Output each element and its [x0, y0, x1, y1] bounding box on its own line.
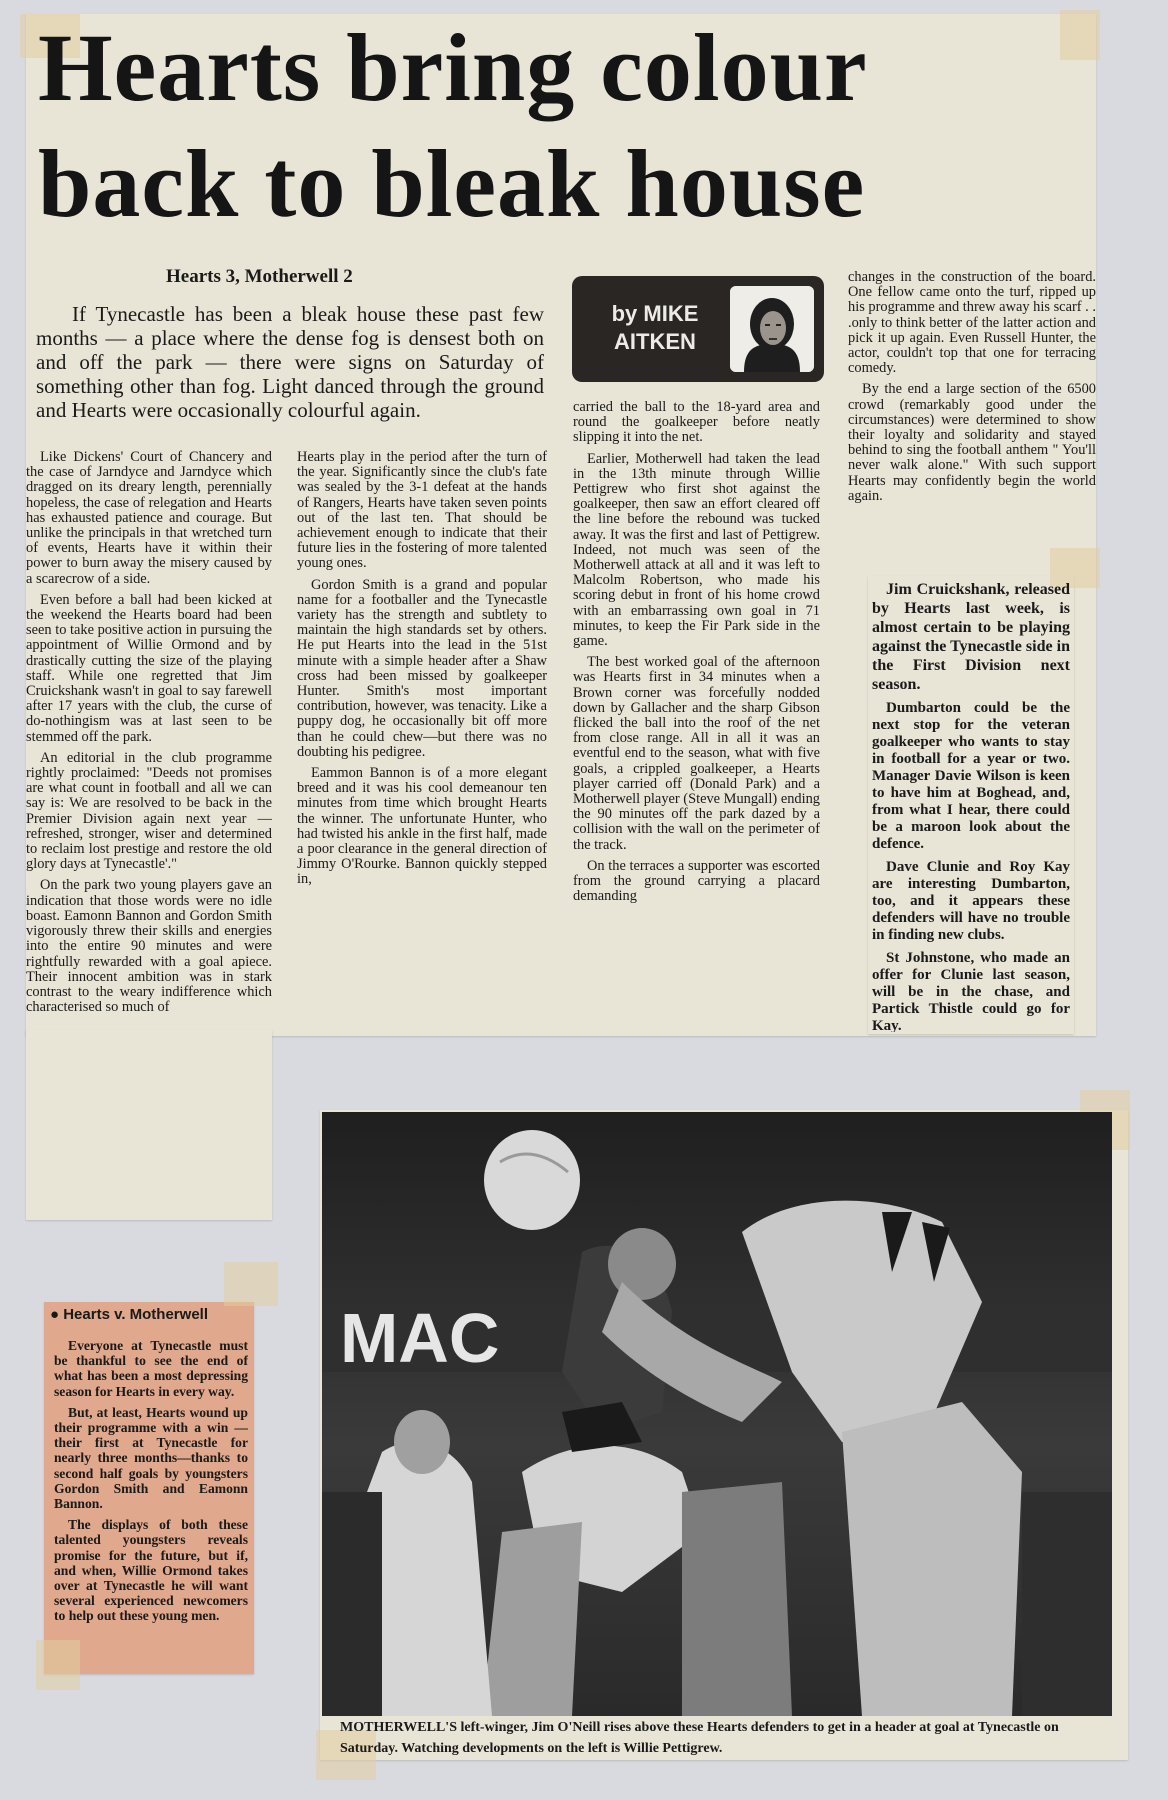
photo-caption: [340, 1717, 1120, 1759]
pink-paragraph: The displays of both these talented youngsters reveals promise for the future, but if, and when, Willie Ormond takes over at Tynecastle he will want several experienced newcomers to help out these young men.: [54, 1517, 248, 1624]
author-portrait-icon: [730, 286, 814, 372]
byline-text: by MIKE AITKEN: [611, 301, 699, 354]
match-photo: [322, 1112, 1112, 1716]
column-paragraph: The best worked goal of the afternoon was Hearts first in 34 minutes when a Brown corner was forcefully nodded down by Gallacher and the sharp Gibson flicked the ball into the roof of the net from close range. All in all it was an eventful end to the season, what with five goals, a crippled goalkeeper, a Hearts player carried off (Donald Park) and a Motherwell player (Steve Mungall) ending the 90 minutes off the park dazed by a collision with the wall on the perimeter of the track.: [573, 654, 820, 853]
sidebar-text: [872, 580, 1070, 1032]
article-column-2: [297, 450, 547, 1036]
column-paragraph: By the end a large section of the 6500 crowd (remarkably good under the circumstances) were determined to show their loyalty and solidarity and stayed behind to sing the football anthem " You'll never walk alone." With such support Hearts may confidently begin the world again.: [848, 381, 1096, 504]
pink-clipping-text: [54, 1338, 248, 1670]
column-paragraph: changes in the construction of the board. One fellow came onto the turf, ripped up his programme and threw away his scarf . . .only to think better of the latter action and pick it up again. Even Russell Hunter, the actor, couldn't top that one for terracing comedy.: [848, 270, 1096, 377]
column-paragraph: Even before a ball had been kicked at the weekend the Hearts board had been seen to take positive action in pursuing the appointment of Willie Ormond and by drastically cutting the size of the playing staff. While one regretted that Jim Cruickshank wasn't in goal to say farewell after 17 years with the club, the curse of do-nothingism was at last seen to be stemmed off the park.: [26, 591, 272, 745]
pink-clipping-title: ● Hearts v. Motherwell: [50, 1306, 208, 1323]
column-paragraph: On the park two young players gave an indication that those words were no idle boast. Eamonn Bannon and Gordon Smith vigorously threw their skills and energies into the entire 90 minutes and were rightfully rewarded with a goal apiece. Their innocent ambition was in stark contrast to the weary indifference which characterised so much of: [26, 877, 272, 1016]
sidebar-paragraph: Jim Cruickshank, released by Hearts last week, is almost certain to be playing against the Tynecastle side in the First Division next season.: [872, 581, 1070, 693]
pink-paragraph: Everyone at Tynecastle must be thankful to see the end of what has been a most depressing season for Hearts in every way.: [54, 1338, 248, 1399]
article-column-3: [573, 400, 820, 1036]
column-paragraph: carried the ball to the 18-yard area and round the goalkeeper before neatly slipping it into the net.: [573, 400, 820, 446]
column-paragraph: Like Dickens' Court of Chancery and the case of Jarndyce and Jarndyce which dragged on its dreary length, perennially hopeless, the case of relegation and Hearts has exhausted patience and courage. But unlike the principals in that wretched turn of events, Hearts have it within their power to burn away the misery caused by a scarecrow of a side.: [26, 450, 272, 587]
tape-pink-top: [224, 1262, 278, 1306]
sidebar-paragraph: Dumbarton could be the next stop for the veteran goalkeeper who wants to stay in football for a year or two. Manager Davie Wilson is keen to have him at Boghead, and, from what I hear, there could be a maroon look about the defence.: [872, 700, 1070, 852]
column-paragraph: Eammon Bannon is of a more elegant breed and it was his cool demeanour ten minutes from time which brought Hearts the winner. The unfortunate Hunter, who had twisted his ankle in the first half, made a poor clearance in the general direction of Jimmy O'Rourke. Bannon quickly stepped in,: [297, 765, 547, 888]
column-paragraph: Earlier, Motherwell had taken the lead in the 13th minute through Willie Pettigrew who first shot against the goalkeeper, then saw an effort cleared off the line before the rebound was tucked away. It was the first and last of Pettigrew. Indeed, not much was seen of the Motherwell attack at all and it was left to Malcolm Robertson, who made his scoring debut in front of his home crowd with an embarrassing own goal in 71 minutes, to keep the Fir Park side in the game.: [573, 450, 820, 650]
match-photo-image: [322, 1112, 1112, 1716]
sidebar-paragraph: Dave Clunie and Roy Kay are interesting Dumbarton, too, and it appears these defenders will have no trouble in finding new clubs.: [872, 859, 1070, 943]
stadium-banner-text: MAC: [340, 1299, 500, 1377]
author-portrait: [730, 286, 814, 372]
pink-paragraph: But, at least, Hearts wound up their programme with a win — their first at Tynecastle for nearly three months—thanks to second half goals by youngsters Gordon Smith and Eamonn Bannon.: [54, 1404, 248, 1512]
match-score: Hearts 3, Motherwell 2: [166, 266, 353, 287]
article-column-1: [26, 450, 272, 1220]
headline: Hearts bring colour back to bleak house: [38, 14, 866, 237]
sidebar-paragraph: St Johnstone, who made an offer for Clunie last season, will be in the chase, and Partick Thistle could go for Kay.: [872, 950, 1070, 1032]
caption-lead: MOTHERWELL'S: [340, 1720, 457, 1735]
column-paragraph: Gordon Smith is a grand and popular name for a footballer and the Tynecastle variety has the strength and subtlety to maintain the high standards set by others. He put Hearts into the lead in the 51st minute with a simple header after a Shaw cross had been missed by goalkeeper Hunter. Smith's most important contribution, however, was tenacity. Like a puppy dog, he occasionally bit off more than he could chew—but there was no doubting his pedigree.: [297, 576, 547, 760]
column-paragraph: Hearts play in the period after the turn of the year. Significantly since the club's fate was sealed by the 3-1 defeat at the hands of Rangers, Hearts have taken seven points out of the last ten. That should be achievement enough to indicate that their future lies in the fostering of more talented young ones.: [297, 450, 547, 572]
caption-text: left-winger, Jim O'Neill rises above these Hearts defenders to get in a header at goal at Tynecastle on Saturday. Watching developments on the left is Willie Pettigrew.: [340, 1720, 1059, 1756]
column-paragraph: An editorial in the club programme rightly proclaimed: "Deeds not promises are what count in football and all we can say is: We are resolved to be back in the Premier Division again next year — refreshed, stronger, wiser and determined to reclaim lost prestige and restore the old glory days at Tynecastle'.": [26, 749, 272, 873]
column-paragraph: On the terraces a supporter was escorted from the ground carrying a placard demanding: [573, 857, 820, 905]
byline-box: [572, 276, 824, 382]
intro-paragraph: If Tynecastle has been a bleak house these past few months — a place where the dense fog is densest both on and off the park — there were signs on Saturday of something other than fog. Light danced through the ground and Hearts were occasionally colourful again.: [36, 302, 544, 422]
article-column-4: [848, 270, 1096, 568]
